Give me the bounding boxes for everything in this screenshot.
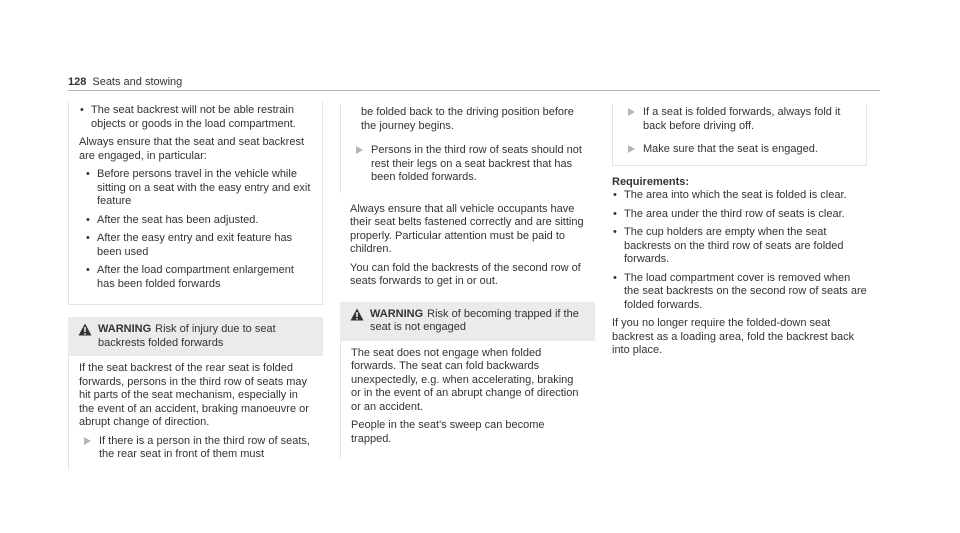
page-number: 128 xyxy=(68,76,87,88)
list-item: • The cup holders are empty when the seat backrests on the third row of seats are folded forwards. xyxy=(612,226,867,267)
step-text: Persons in the third row of seats should not rest their legs on a seat backrest that has been folded forwards. xyxy=(371,144,582,183)
warning-header xyxy=(68,317,323,356)
list-item: • The area into which the seat is folded is clear. xyxy=(612,189,867,203)
step-arrow-icon xyxy=(628,108,635,116)
paragraph: People in the seat's sweep can become trapped. xyxy=(351,419,545,445)
step-text: If a seat is folded forwards, always fold it back before driving off. xyxy=(643,106,841,132)
warning-continued xyxy=(340,104,595,193)
column-2 xyxy=(340,104,595,459)
warning-triangle-icon xyxy=(350,308,364,321)
list-item: • Before persons travel in the vehicle while sitting on a seat with the easy entry and exit feature xyxy=(85,168,312,209)
step-arrow-icon xyxy=(84,437,91,445)
warning-title: Risk of injury due to seat backrests folded forwards xyxy=(98,323,276,349)
step-text: If there is a person in the third row of seats, the rear seat in front of them must xyxy=(99,434,310,460)
warning-triangle-icon xyxy=(78,323,92,336)
page-header xyxy=(68,76,182,90)
warning-label: WARNING xyxy=(98,323,152,335)
requirements-list xyxy=(612,189,867,312)
list-item: • After the easy entry and exit feature has been used xyxy=(85,232,312,259)
paragraph: If the seat backrest of the rear seat is folded forwards, persons in the third row of seats may hit parts of the seat mechanism, especially in the event of an accident, braking manoeuvre or abrupt change of direction. xyxy=(79,362,309,428)
list-item: • The area under the third row of seats is clear. xyxy=(612,208,867,222)
section-title: Seats and stowing xyxy=(92,76,183,88)
paragraph: You can fold the backrests of the second row of seats forwards to get in or out. xyxy=(350,261,581,287)
warning-continued xyxy=(612,104,867,166)
paragraph: The seat does not engage when folded forwards. The seat can fold backwards unexpectedly, e.g. when accelerating, braking or in the event of an abrupt change of direction or an accident. xyxy=(351,346,579,413)
paragraph: Always ensure that the seat and seat backrest are engaged, in particular: xyxy=(79,136,305,162)
step-item xyxy=(79,435,313,462)
list-item: • After the load compartment enlargement has been folded forwards xyxy=(85,264,312,291)
warning-title: Risk of becoming trapped if the seat is not engaged xyxy=(370,307,579,333)
paragraph: Always ensure that all vehicle occupants have their seat belts fastened correctly and are sitting properly. Particular attention must be paid to children. xyxy=(350,202,584,255)
column-1 xyxy=(68,102,323,470)
step-item xyxy=(623,106,856,133)
requirements-label: Requirements: xyxy=(612,175,690,188)
warning-body xyxy=(68,356,323,470)
list-item: • After the seat has been adjusted. xyxy=(85,214,312,228)
step-arrow-icon xyxy=(356,146,363,154)
step-text: Make sure that the seat is engaged. xyxy=(643,143,818,155)
warning-header xyxy=(340,302,595,341)
list-item: • The seat backrest will not be able restrain objects or goods in the load compartment. xyxy=(79,104,312,131)
step-arrow-icon xyxy=(628,145,635,153)
warning-label: WARNING xyxy=(370,307,424,320)
paragraph: If you no longer require the folded-down seat backrest as a loading area, fold the backrest back into place. xyxy=(612,317,855,356)
column-3 xyxy=(612,104,867,363)
warning-body xyxy=(340,341,595,460)
list-item: • The load compartment cover is removed when the seat backrests on the second row of seats are folded forwards. xyxy=(612,272,867,313)
step-item xyxy=(623,143,856,157)
header-rule xyxy=(68,90,880,91)
sub-list xyxy=(79,168,312,291)
paragraph: be folded back to the driving position before the journey begins. xyxy=(361,106,574,132)
step-item xyxy=(351,144,585,185)
info-box xyxy=(68,102,323,305)
